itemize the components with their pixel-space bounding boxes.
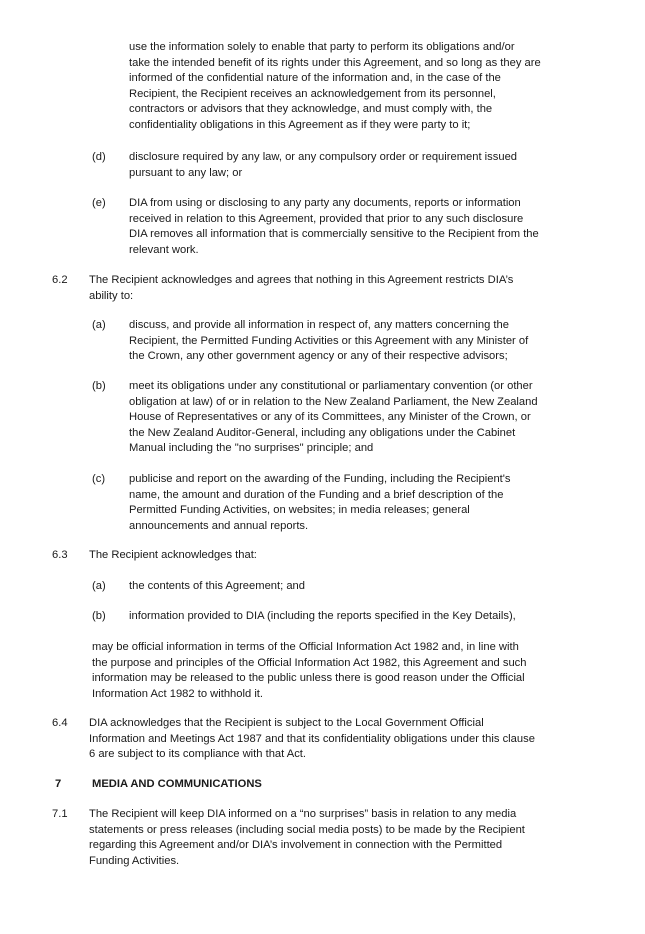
text-line: announcements and annual reports. bbox=[129, 519, 309, 532]
item-label: (a) bbox=[92, 580, 106, 592]
text-line: the purpose and principles of the Official Information Act 1982, this Agreement and such bbox=[92, 656, 527, 669]
text-line: regarding this Agreement and/or DIA’s involvement in connection with the Permitted bbox=[89, 839, 503, 852]
item-label: (e) bbox=[92, 197, 106, 209]
item-label: (b) bbox=[92, 610, 106, 622]
text-line: Recipient, the Recipient receives an acknowledgement from its personnel, bbox=[129, 87, 496, 100]
text-line: received in relation to this Agreement, provided that prior to any such disclosure bbox=[129, 212, 524, 225]
item-label: (c) bbox=[92, 473, 106, 485]
clause-6-3-paragraph bbox=[89, 548, 599, 564]
clause-number: 6.4 bbox=[52, 717, 68, 729]
text-line: Manual including the "no surprises" principle; and bbox=[129, 442, 374, 455]
clause-6-3-item-a bbox=[129, 579, 599, 595]
text-line: 6 are subject to its compliance with that Act. bbox=[89, 748, 307, 761]
text-line: pursuant to any law; or bbox=[129, 166, 243, 179]
clause-6-3-item-b bbox=[129, 609, 599, 625]
section-heading: MEDIA AND COMMUNICATIONS bbox=[92, 778, 262, 790]
clause-6-2-item-b bbox=[129, 379, 599, 457]
text-line: The Recipient acknowledges that: bbox=[89, 549, 257, 561]
text-line: confidentiality obligations in this Agreement as if they were party to it; bbox=[129, 118, 471, 131]
text-line: meet its obligations under any constitutional or parliamentary convention (or other bbox=[129, 380, 533, 392]
text-line: information provided to DIA (including the reports specified in the Key Details), bbox=[129, 610, 516, 622]
text-line: information may be released to the public unless there is good reason under the Official bbox=[92, 672, 525, 685]
item-label: (d) bbox=[92, 151, 106, 163]
text-line: the contents of this Agreement; and bbox=[129, 580, 306, 592]
item-e-paragraph bbox=[129, 196, 599, 258]
continuation-paragraph bbox=[129, 40, 599, 134]
clause-6-3-tail bbox=[92, 640, 599, 702]
text-line: Permitted Funding Activities, on websites; in media releases; general bbox=[129, 504, 470, 517]
clause-number: 6.2 bbox=[52, 274, 68, 286]
text-line: House of Representatives or any of its Committees, any Minister of the Crown, or bbox=[129, 411, 531, 424]
text-line: Information and Meetings Act 1987 and that its confidentiality obligations under this clause bbox=[89, 732, 535, 745]
text-line: the New Zealand Auditor-General, including any obligations under the Cabinet bbox=[129, 426, 516, 439]
text-line: publicise and report on the awarding of the Funding, including the Recipient's bbox=[129, 473, 511, 485]
section-number: 7 bbox=[55, 778, 62, 790]
text-line: name, the amount and duration of the Funding and a brief description of the bbox=[129, 488, 504, 501]
clause-6-4-paragraph bbox=[89, 716, 599, 763]
item-label: (a) bbox=[92, 319, 106, 331]
clause-7-1-paragraph bbox=[89, 807, 599, 869]
text-line: use the information solely to enable that party to perform its obligations and/or bbox=[129, 41, 515, 53]
item-d-paragraph bbox=[129, 150, 599, 181]
text-line: contractors or advisors that they acknowledge, and must comply with, the bbox=[129, 103, 493, 116]
text-line: take the intended benefit of its rights under this Agreement, and so long as they are bbox=[129, 56, 541, 69]
text-line: The Recipient acknowledges and agrees that nothing in this Agreement restricts DIA’s bbox=[89, 274, 514, 286]
text-line: statements or press releases (including social media posts) to be made by the Recipient bbox=[89, 823, 525, 836]
text-line: disclosure required by any law, or any compulsory order or requirement issued bbox=[129, 151, 518, 163]
text-line: may be official information in terms of the Official Information Act 1982 and, in line with bbox=[92, 641, 519, 653]
item-label: (b) bbox=[92, 380, 106, 392]
clause-number: 6.3 bbox=[52, 549, 68, 561]
text-line: relevant work. bbox=[129, 243, 199, 256]
clause-6-2-item-c bbox=[129, 472, 599, 534]
text-line: obligation at law) of or in relation to the New Zealand Parliament, the New Zealand bbox=[129, 395, 538, 408]
text-line: DIA removes all information that is commercially sensitive to the Recipient from the bbox=[129, 228, 539, 241]
clause-6-2-paragraph bbox=[89, 273, 599, 304]
text-line: Funding Activities. bbox=[89, 854, 180, 867]
clause-6-2-item-a bbox=[129, 318, 599, 365]
clause-number: 7.1 bbox=[52, 808, 68, 820]
text-line: Recipient, the Permitted Funding Activities or this Agreement with any Minister of bbox=[129, 334, 529, 347]
text-line: Information Act 1982 to withhold it. bbox=[92, 687, 264, 700]
text-line: The Recipient will keep DIA informed on a “no surprises” basis in relation to any media bbox=[89, 808, 517, 820]
text-line: the Crown, any other government agency or any of their respective advisors; bbox=[129, 350, 508, 363]
text-line: informed of the confidential nature of the information and, in the case of the bbox=[129, 72, 501, 85]
text-line: discuss, and provide all information in respect of, any matters concerning the bbox=[129, 319, 509, 331]
text-line: DIA acknowledges that the Recipient is subject to the Local Government Official bbox=[89, 717, 484, 729]
text-line: DIA from using or disclosing to any party any documents, reports or information bbox=[129, 197, 521, 209]
text-line: ability to: bbox=[89, 289, 134, 302]
